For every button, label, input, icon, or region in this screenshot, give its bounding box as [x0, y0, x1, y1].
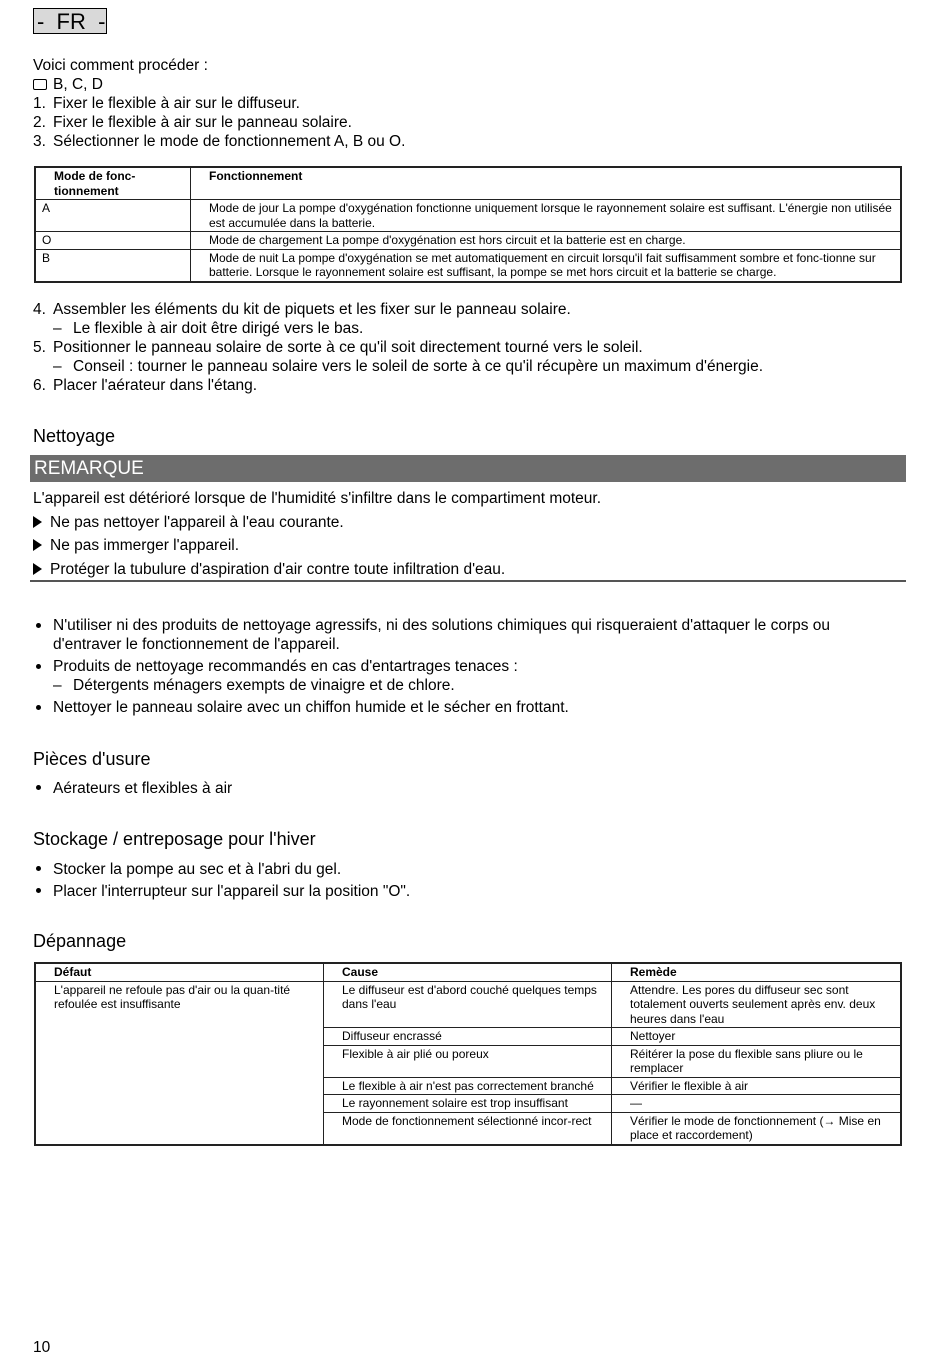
dash-marker: – — [53, 677, 62, 694]
step-number: 3. — [33, 133, 46, 150]
step-text: Fixer le flexible à air sur le panneau solaire. — [53, 114, 352, 131]
step-number: 2. — [33, 114, 46, 131]
section-title-stockage: Stockage / entreposage pour l'hiver — [33, 829, 316, 849]
dash-marker: – — [53, 320, 62, 337]
page-number: 10 — [33, 1339, 51, 1356]
bullet-text: Nettoyer le panneau solaire avec un chiffon humide et le sécher en frottant. — [53, 699, 569, 716]
bullet-icon — [36, 623, 41, 628]
bullet-icon — [36, 785, 41, 790]
figure-reference — [33, 75, 405, 94]
table-cell: Vérifier le mode de fonctionnement (→ Mise en place et raccordement) — [612, 1112, 902, 1145]
bullet-item — [33, 657, 893, 676]
bullet-icon — [36, 888, 41, 893]
table-header: Fonctionnement — [191, 167, 902, 200]
arrow-right-icon — [33, 516, 42, 528]
step-item — [33, 376, 763, 395]
bullet-item — [33, 779, 232, 798]
intro-lead: Voici comment procéder : — [33, 57, 208, 74]
action-text: Ne pas immerger l'appareil. — [50, 537, 240, 554]
step-number: 6. — [33, 377, 46, 394]
table-row — [35, 232, 901, 250]
action-text: Protéger la tubulure d'aspiration d'air contre toute infiltration d'eau. — [50, 560, 506, 578]
sub-bullet-text: Détergents ménagers exempts de vinaigre et de chlore. — [73, 677, 455, 694]
remarque-divider — [30, 580, 906, 582]
action-item — [33, 534, 601, 558]
bullet-item — [33, 616, 893, 654]
table-cell: Le diffuseur est d'abord couché quelques temps dans l'eau — [324, 981, 612, 1028]
step-number: 5. — [33, 339, 46, 356]
bullet-icon — [36, 705, 41, 710]
bullet-icon — [36, 664, 41, 669]
nettoyage-bullets — [33, 616, 893, 717]
troubleshooting-table — [34, 962, 902, 1146]
table-row — [35, 981, 901, 1028]
action-item — [33, 558, 601, 582]
table-header-row — [35, 167, 901, 200]
table-header: Remède — [612, 963, 902, 981]
table-cell: Le flexible à air n'est pas correctement branché — [324, 1077, 612, 1095]
dash-marker: – — [53, 358, 62, 375]
table-cell: L'appareil ne refoule pas d'air ou la quan-tité refoulée est insuffisante — [35, 981, 324, 1145]
arrow-right-icon — [33, 539, 42, 551]
table-cell: B — [35, 249, 191, 282]
step-text: Assembler les éléments du kit de piquets et les fixer sur le panneau solaire. — [53, 301, 571, 318]
table-row — [35, 200, 901, 232]
table-cell: Diffuseur encrassé — [324, 1028, 612, 1046]
action-item — [33, 511, 601, 535]
table-cell: Mode de chargement La pompe d'oxygénation est hors circuit et la batterie est en charge. — [191, 232, 902, 250]
table-cell: Flexible à air plié ou poreux — [324, 1045, 612, 1077]
table-header: Mode de fonc- tionnement — [35, 167, 191, 200]
bullet-text: Aérateurs et flexibles à air — [53, 780, 233, 797]
arrow-right-icon — [33, 563, 42, 575]
table-cell: — — [612, 1095, 902, 1113]
step-item — [33, 300, 763, 319]
step-text: Placer l'aérateur dans l'étang. — [53, 377, 258, 394]
table-cell: Attendre. Les pores du diffuseur sec sont totalement ouverts seulement après env. deux heures dans l'eau — [612, 981, 902, 1028]
bullet-text: Stocker la pompe au sec et à l'abri du gel. — [53, 861, 342, 878]
intro-block — [33, 56, 405, 151]
table-header: Cause — [324, 963, 612, 981]
remarque-content — [33, 487, 601, 581]
bullet-item — [33, 881, 410, 903]
table-cell: Réitérer la pose du flexible sans pliure ou le remplacer — [612, 1045, 902, 1077]
sub-step-item — [33, 357, 763, 376]
table-row — [35, 249, 901, 282]
bullet-item — [33, 859, 410, 881]
step-text: Sélectionner le mode de fonctionnement A, B ou O. — [53, 133, 406, 150]
table-cell: Mode de jour La pompe d'oxygénation fonctionne uniquement lorsque le rayonnement solaire est suffisant. L'énergie non utilisée est accumulée dans la batterie. — [191, 200, 902, 232]
stockage-bullets — [33, 859, 410, 903]
section-title-nettoyage: Nettoyage — [33, 426, 116, 446]
figure-icon — [33, 79, 47, 90]
table-cell: A — [35, 200, 191, 232]
step-number: 4. — [33, 301, 46, 318]
table-cell: Mode de nuit La pompe d'oxygénation se met automatiquement en circuit lorsqu'il fait suffisamment sombre et fonc-tionne sur batterie. Lorsque le rayonnement solaire est suffisant, la pompe se met hors circuit et la batterie se charge. — [191, 249, 902, 282]
warning-text: L'appareil est détérioré lorsque de l'humidité s'infiltre dans le compartiment moteur. — [33, 490, 602, 507]
language-tag: - FR - — [33, 8, 107, 34]
table-cell: Mode de fonctionnement sélectionné incor-rect — [324, 1112, 612, 1145]
step-text: Conseil : tourner le panneau solaire vers le soleil de sorte à ce qu'il récupère un maximum d'énergie. — [73, 358, 764, 375]
table-cell: Le rayonnement solaire est trop insuffisant — [324, 1095, 612, 1113]
step-item — [33, 132, 405, 151]
step-item — [33, 94, 405, 113]
action-text: Ne pas nettoyer l'appareil à l'eau courante. — [50, 513, 344, 531]
bullet-text: Produits de nettoyage recommandés en cas d'entartrages tenaces : — [53, 658, 518, 675]
sub-step-item — [33, 319, 763, 338]
table-header-row — [35, 963, 901, 981]
bullet-text: N'utiliser ni des produits de nettoyage agressifs, ni des solutions chimiques qui risqueraient d'attaquer le corps ou d'entraver le fonctionnement de l'appareil. — [53, 617, 831, 653]
section-title-depannage: Dépannage — [33, 931, 127, 951]
steps-continued — [33, 300, 763, 395]
figure-list: B, C, D — [53, 76, 103, 93]
step-number: 1. — [33, 95, 46, 112]
remarque-banner: REMARQUE — [30, 455, 906, 482]
mode-table — [34, 166, 902, 283]
step-item — [33, 113, 405, 132]
table-cell: O — [35, 232, 191, 250]
step-text: Fixer le flexible à air sur le diffuseur. — [53, 95, 300, 112]
bullet-text: Placer l'interrupteur sur l'appareil sur la position "O". — [53, 883, 411, 900]
step-text: Le flexible à air doit être dirigé vers le bas. — [73, 320, 364, 337]
sub-bullet-item — [33, 676, 893, 695]
step-text: Positionner le panneau solaire de sorte à ce qu'il soit directement tourné vers le soleil. — [53, 339, 643, 356]
table-cell: Vérifier le flexible à air — [612, 1077, 902, 1095]
table-cell: Nettoyer — [612, 1028, 902, 1046]
section-title-usure: Pièces d'usure — [33, 749, 151, 769]
table-header: Défaut — [35, 963, 324, 981]
bullet-icon — [36, 866, 41, 871]
step-item — [33, 338, 763, 357]
bullet-item — [33, 698, 893, 717]
